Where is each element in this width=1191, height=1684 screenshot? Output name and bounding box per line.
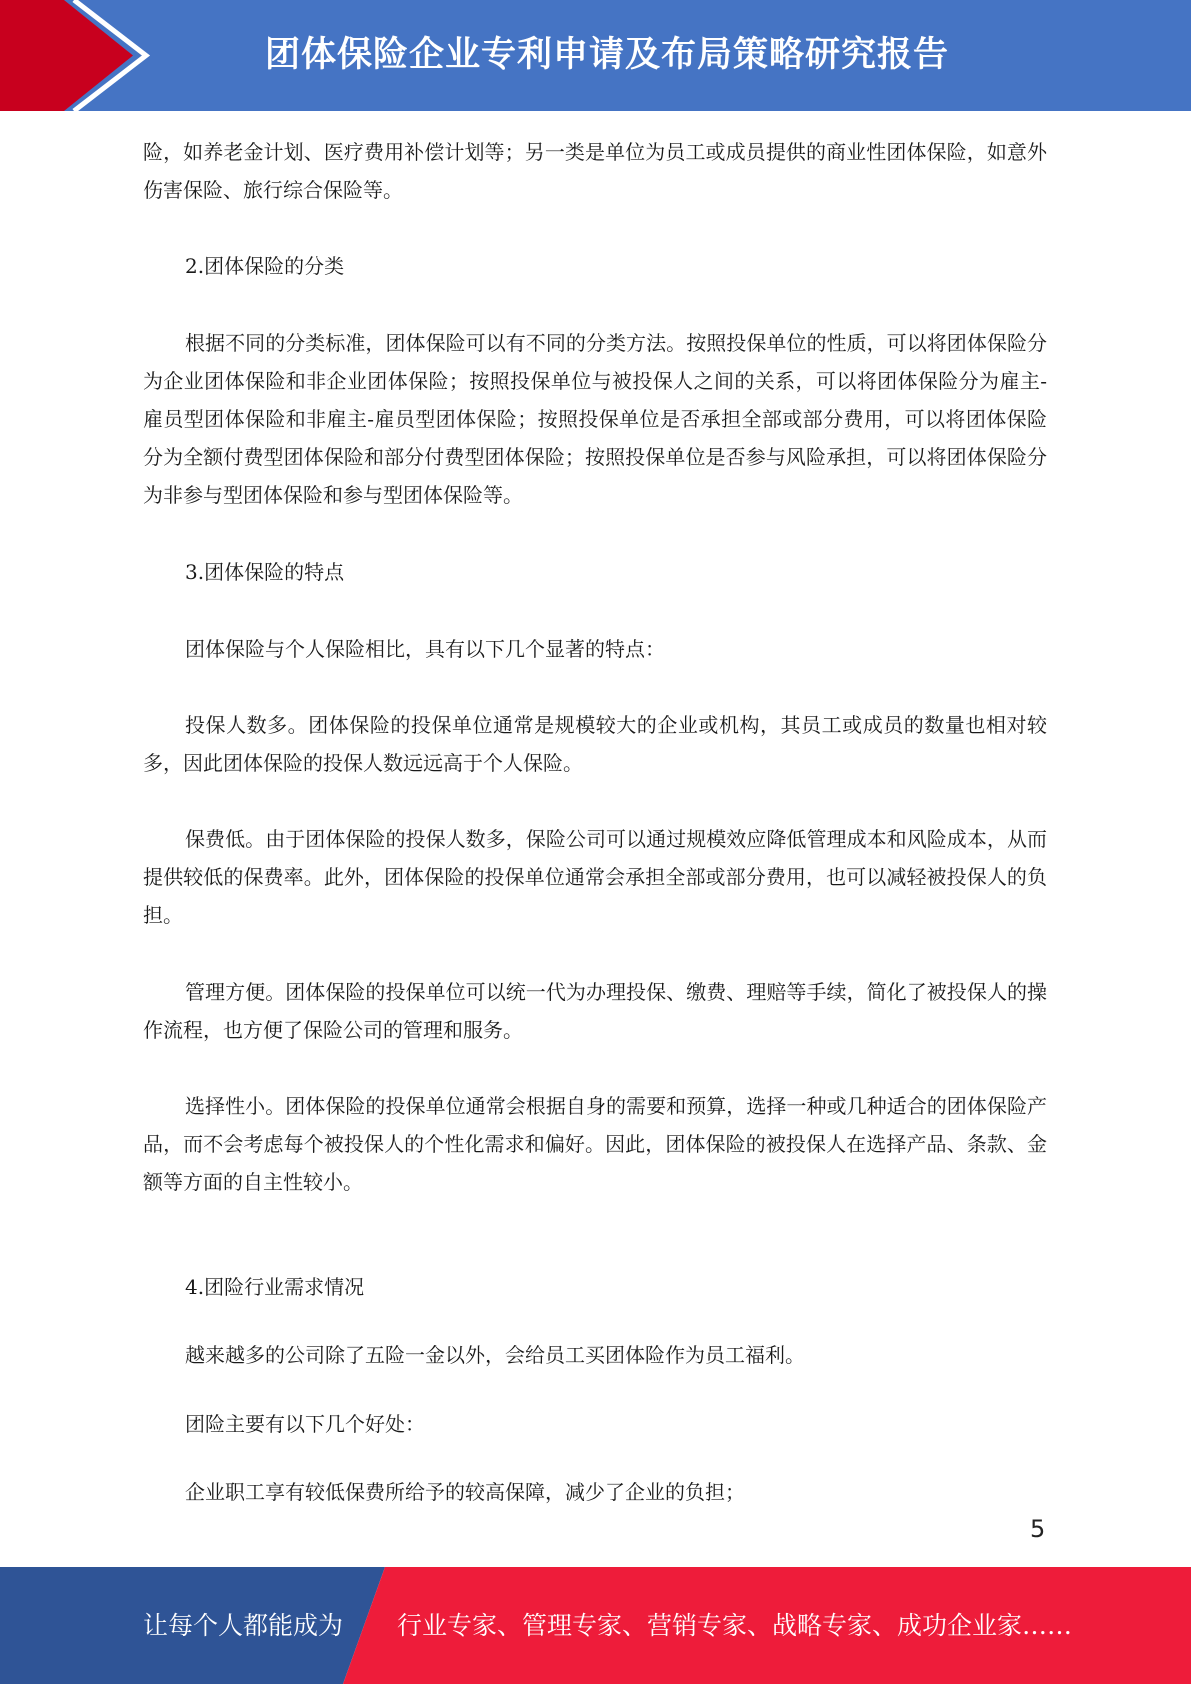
page-number: 5 — [1030, 1515, 1046, 1543]
paragraph-employee-benefit: 越来越多的公司除了五险一金以外，会给员工买团体险作为员工福利。 — [185, 1343, 805, 1367]
paragraph-benefit-item: 企业职工享有较低保费所给予的较高保障，减少了企业的负担； — [185, 1480, 745, 1504]
footer-slogan-left: 让每个人都能成为 — [143, 1611, 344, 1640]
section-heading-classification: 2.团体保险的分类 — [185, 254, 345, 278]
page-header — [0, 0, 1191, 111]
paragraph-features-intro: 团体保险与个人保险相比，具有以下几个显著的特点： — [185, 637, 665, 661]
paragraph-low-premium: 保费低。由于团体保险的投保人数多，保险公司可以通过规模效应降低管理成本和风险成本，从而提供较低的保费率。此外，团体保险的投保单位通常会承担全部或部分费用，也可以减轻被投保人的负担。 — [143, 827, 1047, 927]
section-heading-demand: 4.团险行业需求情况 — [185, 1275, 365, 1299]
paragraph-classification: 根据不同的分类标准，团体保险可以有不同的分类方法。按照投保单位的性质，可以将团体保险分为企业团体保险和非企业团体保险；按照投保单位与被投保人之间的关系，可以将团体保险分为雇主-雇员型团体保险和非雇主-雇员型团体保险；按照投保单位是否承担全部或部分费用，可以将团体保险分为全额付费型团体保险和部分付费型团体保险；按照投保单位是否参与风险承担，可以将团体保险分为非参与型团体保险和参与型团体保险等。 — [143, 331, 1047, 507]
header-arrow-decoration — [0, 0, 160, 111]
footer-slogan-right: 行业专家、管理专家、营销专家、战略专家、成功企业家…… — [397, 1611, 1073, 1640]
section-heading-features: 3.团体保险的特点 — [185, 560, 345, 584]
page-footer — [0, 1567, 1191, 1684]
paragraph-continued: 险，如养老金计划、医疗费用补偿计划等；另一类是单位为员工或成员提供的商业性团体保险，如意外伤害保险、旅行综合保险等。 — [143, 140, 1047, 202]
report-title: 团体保险企业专利申请及布局策略研究报告 — [265, 35, 950, 75]
paragraph-low-choice: 选择性小。团体保险的投保单位通常会根据自身的需要和预算，选择一种或几种适合的团体保险产品，而不会考虑每个被投保人的个性化需求和偏好。因此，团体保险的被投保人在选择产品、条款、金额等方面的自主性较小。 — [143, 1094, 1047, 1194]
paragraph-benefits-intro: 团险主要有以下几个好处： — [185, 1412, 425, 1436]
paragraph-many-insured: 投保人数多。团体保险的投保单位通常是规模较大的企业或机构，其员工或成员的数量也相对较多，因此团体保险的投保人数远远高于个人保险。 — [143, 713, 1047, 775]
paragraph-easy-management: 管理方便。团体保险的投保单位可以统一代为办理投保、缴费、理赔等手续，简化了被投保人的操作流程，也方便了保险公司的管理和服务。 — [143, 980, 1047, 1042]
